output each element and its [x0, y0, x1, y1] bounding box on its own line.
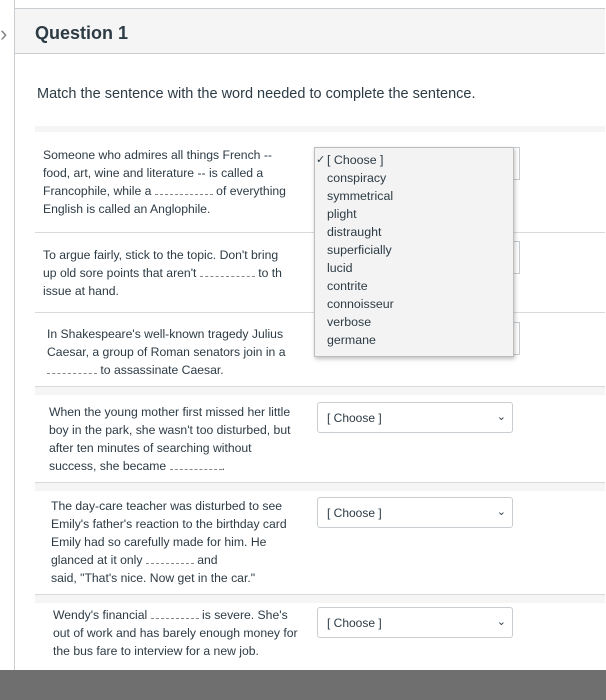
- answer-blank: [200, 264, 255, 277]
- match-prompt-4: [49, 403, 307, 475]
- question-instruction: Match the sentence with the word needed to complete the sentence.: [37, 86, 476, 102]
- prompt-text: The day-care teacher was disturbed to see: [51, 499, 283, 513]
- bottom-bar: [0, 670, 606, 700]
- prompt-text: Wendy's financial: [53, 608, 148, 622]
- prompt-text: to th: [258, 266, 282, 280]
- row-shade: [35, 387, 605, 395]
- dropdown-option[interactable]: lucid: [327, 261, 353, 275]
- prompt-text: When the young mother first missed her little: [49, 405, 291, 419]
- prompt-text: English is called an Anglophile.: [43, 202, 211, 216]
- question-header: [15, 8, 605, 54]
- dropdown-option[interactable]: plight: [327, 207, 357, 221]
- prompt-text: boy in the park, she wasn't too disturbed, but: [49, 423, 291, 437]
- match-prompt-6: [53, 606, 311, 660]
- answer-blank: [170, 457, 222, 470]
- chevron-down-icon: ⌄: [496, 506, 506, 518]
- prompt-text: of everything: [216, 184, 286, 198]
- row-shade: [35, 595, 605, 603]
- chevron-right-icon[interactable]: ›: [0, 21, 8, 46]
- question-card: [14, 0, 605, 700]
- answer-select-6[interactable]: [317, 607, 513, 638]
- answer-blank: [47, 361, 97, 374]
- dropdown-option-choose[interactable]: [316, 153, 384, 167]
- dropdown-option[interactable]: connoisseur: [327, 297, 394, 311]
- select-value: [ Choose ]: [327, 616, 382, 630]
- prompt-text: .: [221, 459, 225, 473]
- dropdown-option[interactable]: conspiracy: [327, 171, 387, 185]
- prompt-text: the bus fare to interview for a new job.: [53, 644, 259, 658]
- prompt-text: and: [197, 553, 218, 567]
- answer-select-4[interactable]: [317, 402, 513, 433]
- dropdown-option[interactable]: germane: [327, 333, 376, 347]
- answer-select-1[interactable]: [513, 147, 520, 180]
- prompt-text: to assassinate Caesar.: [100, 363, 224, 377]
- answer-blank: [146, 551, 194, 564]
- answer-select-5[interactable]: [317, 497, 513, 528]
- dropdown-option[interactable]: contrite: [327, 279, 368, 293]
- prompt-text: Emily's father's reaction to the birthday card: [51, 517, 287, 531]
- option-label: [ Choose ]: [327, 153, 384, 167]
- left-gutter: [0, 0, 14, 700]
- answer-select-2[interactable]: [513, 241, 520, 274]
- match-prompt-1: [43, 146, 301, 218]
- dropdown-option[interactable]: superficially: [327, 243, 392, 257]
- row-shade: [35, 483, 605, 491]
- chevron-down-icon: ⌄: [496, 411, 506, 423]
- prompt-text: food, art, wine and literature -- is called a: [43, 166, 264, 180]
- answer-blank: [151, 606, 199, 619]
- prompt-text: Caesar, a group of Roman senators join in a: [47, 345, 286, 359]
- prompt-text: after ten minutes of searching without: [49, 441, 252, 455]
- question-title: Question 1: [35, 23, 129, 43]
- prompt-text: To argue fairly, stick to the topic. Don't bring: [43, 248, 279, 262]
- prompt-text: up old sore points that aren't: [43, 266, 197, 280]
- select-value: [ Choose ]: [327, 411, 382, 425]
- prompt-text: issue at hand.: [43, 284, 119, 298]
- prompt-text: success, she became: [49, 459, 167, 473]
- prompt-text: Francophile, while a: [43, 184, 152, 198]
- prompt-text: Emily had so carefully made for him. He: [51, 535, 267, 549]
- prompt-text: said, "That's nice. Now get in the car.": [51, 571, 256, 585]
- prompt-text: out of work and has barely enough money for: [53, 626, 298, 640]
- prompt-text: Someone who admires all things French --: [43, 148, 272, 162]
- select-value: [ Choose ]: [327, 506, 382, 520]
- match-prompt-3: [47, 325, 305, 379]
- checkmark-icon: ✓: [316, 154, 326, 166]
- dropdown-option[interactable]: verbose: [327, 315, 372, 329]
- dropdown-option[interactable]: symmetrical: [327, 189, 394, 203]
- prompt-text: is severe. She's: [202, 608, 288, 622]
- answer-select-3[interactable]: [513, 322, 520, 355]
- match-prompt-2: [43, 246, 305, 300]
- dropdown-option[interactable]: distraught: [327, 225, 382, 239]
- prompt-text: In Shakespeare's well-known tragedy Julius: [47, 327, 284, 341]
- answer-blank: [155, 182, 213, 195]
- match-prompt-5: [51, 497, 309, 587]
- row-shade: [35, 126, 605, 132]
- chevron-down-icon: ⌄: [496, 616, 506, 628]
- prompt-text: glanced at it only: [51, 553, 143, 567]
- answer-dropdown-list: [314, 147, 514, 357]
